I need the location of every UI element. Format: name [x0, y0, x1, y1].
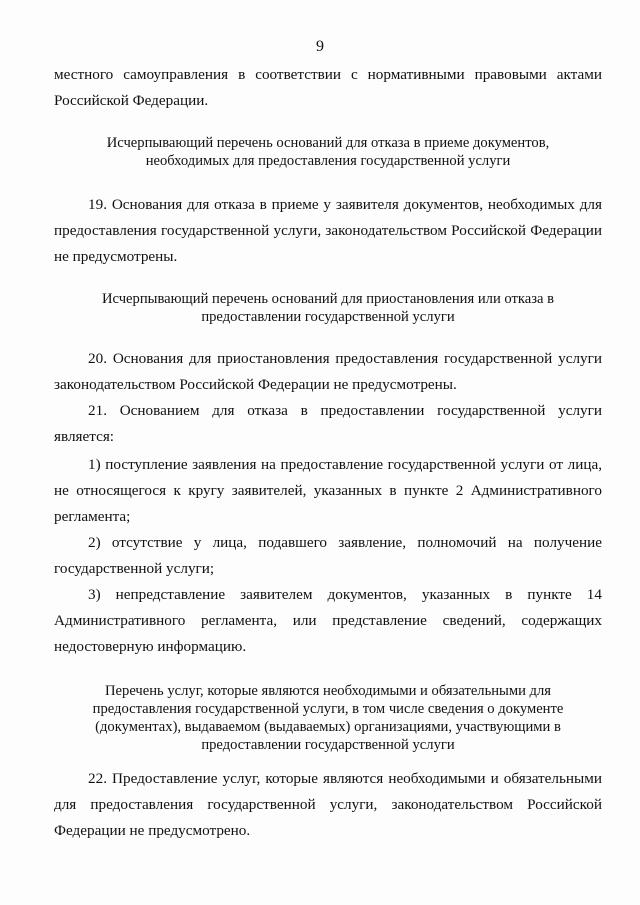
heading-line: Исчерпывающий перечень оснований для приостановления или отказа в [101, 291, 555, 307]
heading-line: (документах), выдаваемом (выдаваемых) организациями, участвующими в [95, 719, 561, 735]
paragraph-line: не предусмотрены. [54, 248, 178, 265]
list-item-2 [54, 530, 602, 582]
paragraph-line: государственной услуги; [54, 560, 215, 577]
paragraph-line: местного самоуправления в соответствии с нормативными правовыми актами [54, 66, 602, 83]
paragraph-line: регламента; [54, 508, 131, 525]
paragraph-line: 1) поступление заявления на предоставление государственной услуги от лица, [88, 456, 602, 473]
paragraph-22 [54, 766, 602, 844]
list-item-3 [54, 582, 602, 660]
paragraph-line: 19. Основания для отказа в приеме у заявителя документов, необходимых для [88, 196, 602, 213]
paragraph-19 [54, 192, 602, 270]
paragraph-line: 21. Основанием для отказа в предоставлении государственной услуги [88, 402, 602, 419]
paragraph-20 [54, 346, 602, 398]
paragraph-line: 20. Основания для приостановления предоставления государственной услуги [88, 350, 602, 367]
paragraph-line: 22. Предоставление услуг, которые являются необходимыми и обязательными [88, 770, 602, 787]
heading-line: предоставлении государственной услуги [201, 737, 455, 753]
paragraph-line: для предоставления государственной услуги, законодательством Российской [54, 796, 602, 813]
list-item-1 [54, 452, 602, 530]
heading-line: Исчерпывающий перечень оснований для отказа в приеме документов, [106, 135, 550, 151]
paragraph-21 [54, 398, 602, 450]
section-heading-refusal-documents [70, 134, 586, 170]
intro-paragraph [54, 62, 602, 114]
heading-line: предоставления государственной услуги, в том числе сведения о документе [92, 701, 564, 717]
heading-line: необходимых для предоставления государственной услуги [145, 153, 511, 169]
paragraph-line: 3) непредставление заявителем документов, указанных в пункте 14 [88, 586, 602, 603]
paragraph-line: законодательством Российской Федерации не предусмотрены. [54, 376, 457, 393]
page-number: 9 [316, 38, 324, 55]
paragraph-line: не относящегося к кругу заявителей, указанных в пункте 2 Административного [54, 482, 602, 499]
paragraph-line: 2) отсутствие у лица, подавшего заявление, полномочий на получение [88, 534, 602, 551]
paragraph-line: является: [54, 428, 115, 445]
heading-line: предоставлении государственной услуги [201, 309, 455, 325]
heading-line: Перечень услуг, которые являются необходимыми и обязательными для [105, 683, 551, 699]
paragraph-line: Федерации не предусмотрено. [54, 822, 251, 839]
section-heading-suspension-refusal [70, 290, 586, 326]
section-heading-required-services [64, 682, 592, 754]
paragraph-line: недостоверную информацию. [54, 638, 247, 655]
paragraph-line: Российской Федерации. [54, 92, 209, 109]
paragraph-line: предоставления государственной услуги, законодательством Российской Федерации [54, 222, 602, 239]
paragraph-line: Административного регламента, или представление сведений, содержащих [54, 612, 602, 629]
